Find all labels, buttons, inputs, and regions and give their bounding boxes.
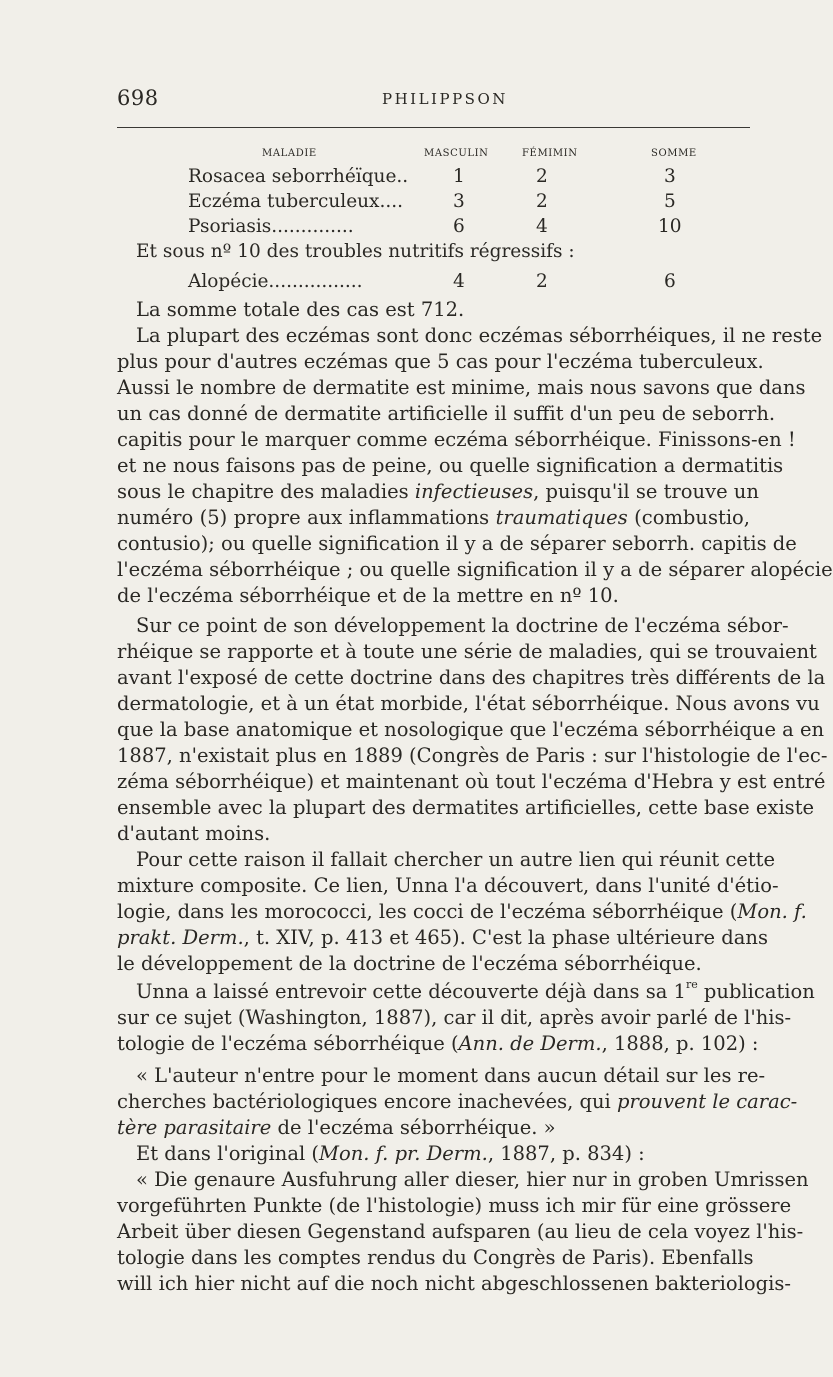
text-line: contusio); ou quelle signification il y a de séparer seborrh. capitis de: [117, 532, 797, 555]
row-masculin: 4: [453, 271, 465, 292]
text-line: Aussi le nombre de dermatite est minime, mais nous savons que dans: [117, 376, 806, 399]
text-line: zéma séborrhéique) et maintenant où tout l'eczéma d'Hebra y est entré: [117, 770, 826, 793]
text-line: numéro (5) propre aux inflammations traumatiques (combustio,: [117, 506, 750, 529]
text-line: rhéique se rapporte et à toute une série de maladies, qui se trouvaient: [117, 640, 817, 663]
text-line: cherches bactériologiques encore inachevées, qui prouvent le carac-: [117, 1090, 798, 1113]
text-line: sous le chapitre des maladies infectieuses, puisqu'il se trouve un: [117, 480, 759, 503]
row-disease: Rosacea seborrhéïque..: [188, 166, 409, 187]
text-line: d'autant moins.: [117, 822, 271, 845]
header-rule: [117, 127, 750, 128]
text-line: La somme totale des cas est 712.: [136, 298, 465, 321]
text-line: 1887, n'existait plus en 1889 (Congrès de Paris : sur l'histologie de l'ec-: [117, 744, 828, 767]
text-line: dermatologie, et à un état morbide, l'état séborrhéique. Nous avons vu: [117, 692, 820, 715]
text-line: « Die genaure Ausfuhrung aller dieser, hier nur in groben Umrissen: [136, 1168, 809, 1191]
table-row: [0, 271, 800, 297]
text-line: de l'eczéma séborrhéique et de la mettre en nº 10.: [117, 584, 619, 607]
text-line: avant l'exposé de cette doctrine dans des chapitres très différents de la: [117, 666, 826, 689]
row-somme: 5: [664, 191, 676, 212]
table-row: [0, 166, 800, 192]
text-line: Unna a laissé entrevoir cette découverte déjà dans sa 1re publication: [136, 978, 815, 1003]
page-header: [117, 86, 750, 114]
column-header-feminin: FÉMIMIN: [522, 148, 578, 159]
row-masculin: 3: [453, 191, 465, 212]
text-line: plus pour d'autres eczémas que 5 cas pour l'eczéma tuberculeux.: [117, 350, 764, 373]
text-line: l'eczéma séborrhéique ; ou quelle signification il y a de séparer alopécie: [117, 558, 833, 581]
text-line: tologie dans les comptes rendus du Congrès de Paris). Ebenfalls: [117, 1246, 754, 1269]
text-line: Sur ce point de son développement la doctrine de l'eczéma sébor-: [136, 614, 789, 637]
text-line: Arbeit über diesen Gegenstand aufsparen (au lieu de cela voyez l'his-: [117, 1220, 804, 1243]
text-line: tère parasitaire de l'eczéma séborrhéique. »: [117, 1116, 556, 1139]
row-somme: 10: [658, 216, 682, 237]
row-feminin: 4: [536, 216, 548, 237]
row-masculin: 1: [453, 166, 465, 187]
text-line: et ne nous faisons pas de peine, ou quelle signification a dermatitis: [117, 454, 784, 477]
row-feminin: 2: [536, 191, 548, 212]
row-disease: Eczéma tuberculeux....: [188, 191, 404, 212]
text-line: que la base anatomique et nosologique que l'eczéma séborrhéique a en: [117, 718, 825, 741]
text-line: capitis pour le marquer comme eczéma séborrhéique. Finissons-en !: [117, 428, 796, 451]
text-line: Et dans l'original (Mon. f. pr. Derm., 1887, p. 834) :: [136, 1142, 645, 1165]
text-line: Pour cette raison il fallait chercher un autre lien qui réunit cette: [136, 848, 776, 871]
text-line: sur ce sujet (Washington, 1887), car il dit, après avoir parlé de l'his-: [117, 1006, 792, 1029]
text-line: will ich hier nicht auf die noch nicht abgeschlossenen bakteriologis-: [117, 1272, 791, 1295]
text-line: La plupart des eczémas sont donc eczémas séborrhéiques, il ne reste: [136, 324, 823, 347]
column-header-masculin: MASCULIN: [424, 148, 489, 159]
text-line: logie, dans les morococci, les cocci de l'eczéma séborrhéique (Mon. f.: [117, 900, 807, 923]
text-line: ensemble avec la plupart des dermatites artificielles, cette base existe: [117, 796, 815, 819]
text-line: prakt. Derm., t. XIV, p. 413 et 465). C'est la phase ultérieure dans: [117, 926, 768, 949]
page-number: 698: [117, 86, 159, 110]
text-line: « L'auteur n'entre pour le moment dans aucun détail sur les re-: [136, 1064, 766, 1087]
row-somme: 6: [664, 271, 676, 292]
row-disease: Psoriasis..............: [188, 216, 354, 237]
text-line: tologie de l'eczéma séborrhéique (Ann. de Derm., 1888, p. 102) :: [117, 1032, 759, 1055]
text-line: vorgeführten Punkte (de l'histologie) muss ich mir für eine grössere: [117, 1194, 792, 1217]
column-header-somme: SOMME: [651, 148, 697, 159]
running-head: PHILIPPSON: [382, 90, 508, 108]
row-feminin: 2: [536, 271, 548, 292]
text-line: un cas donné de dermatite artificielle il suffit d'un peu de seborrh.: [117, 402, 776, 425]
table-row: [0, 216, 800, 242]
column-header-maladie: MALADIE: [262, 148, 317, 159]
row-feminin: 2: [536, 166, 548, 187]
text-line: le développement de la doctrine de l'eczéma séborrhéique.: [117, 952, 702, 975]
row-somme: 3: [664, 166, 676, 187]
table-subheading: Et sous nº 10 des troubles nutritifs régressifs :: [136, 241, 575, 262]
row-masculin: 6: [453, 216, 465, 237]
row-disease: Alopécie................: [188, 271, 363, 292]
text-line: mixture composite. Ce lien, Unna l'a découvert, dans l'unité d'étio-: [117, 874, 779, 897]
table-row: [0, 191, 800, 217]
